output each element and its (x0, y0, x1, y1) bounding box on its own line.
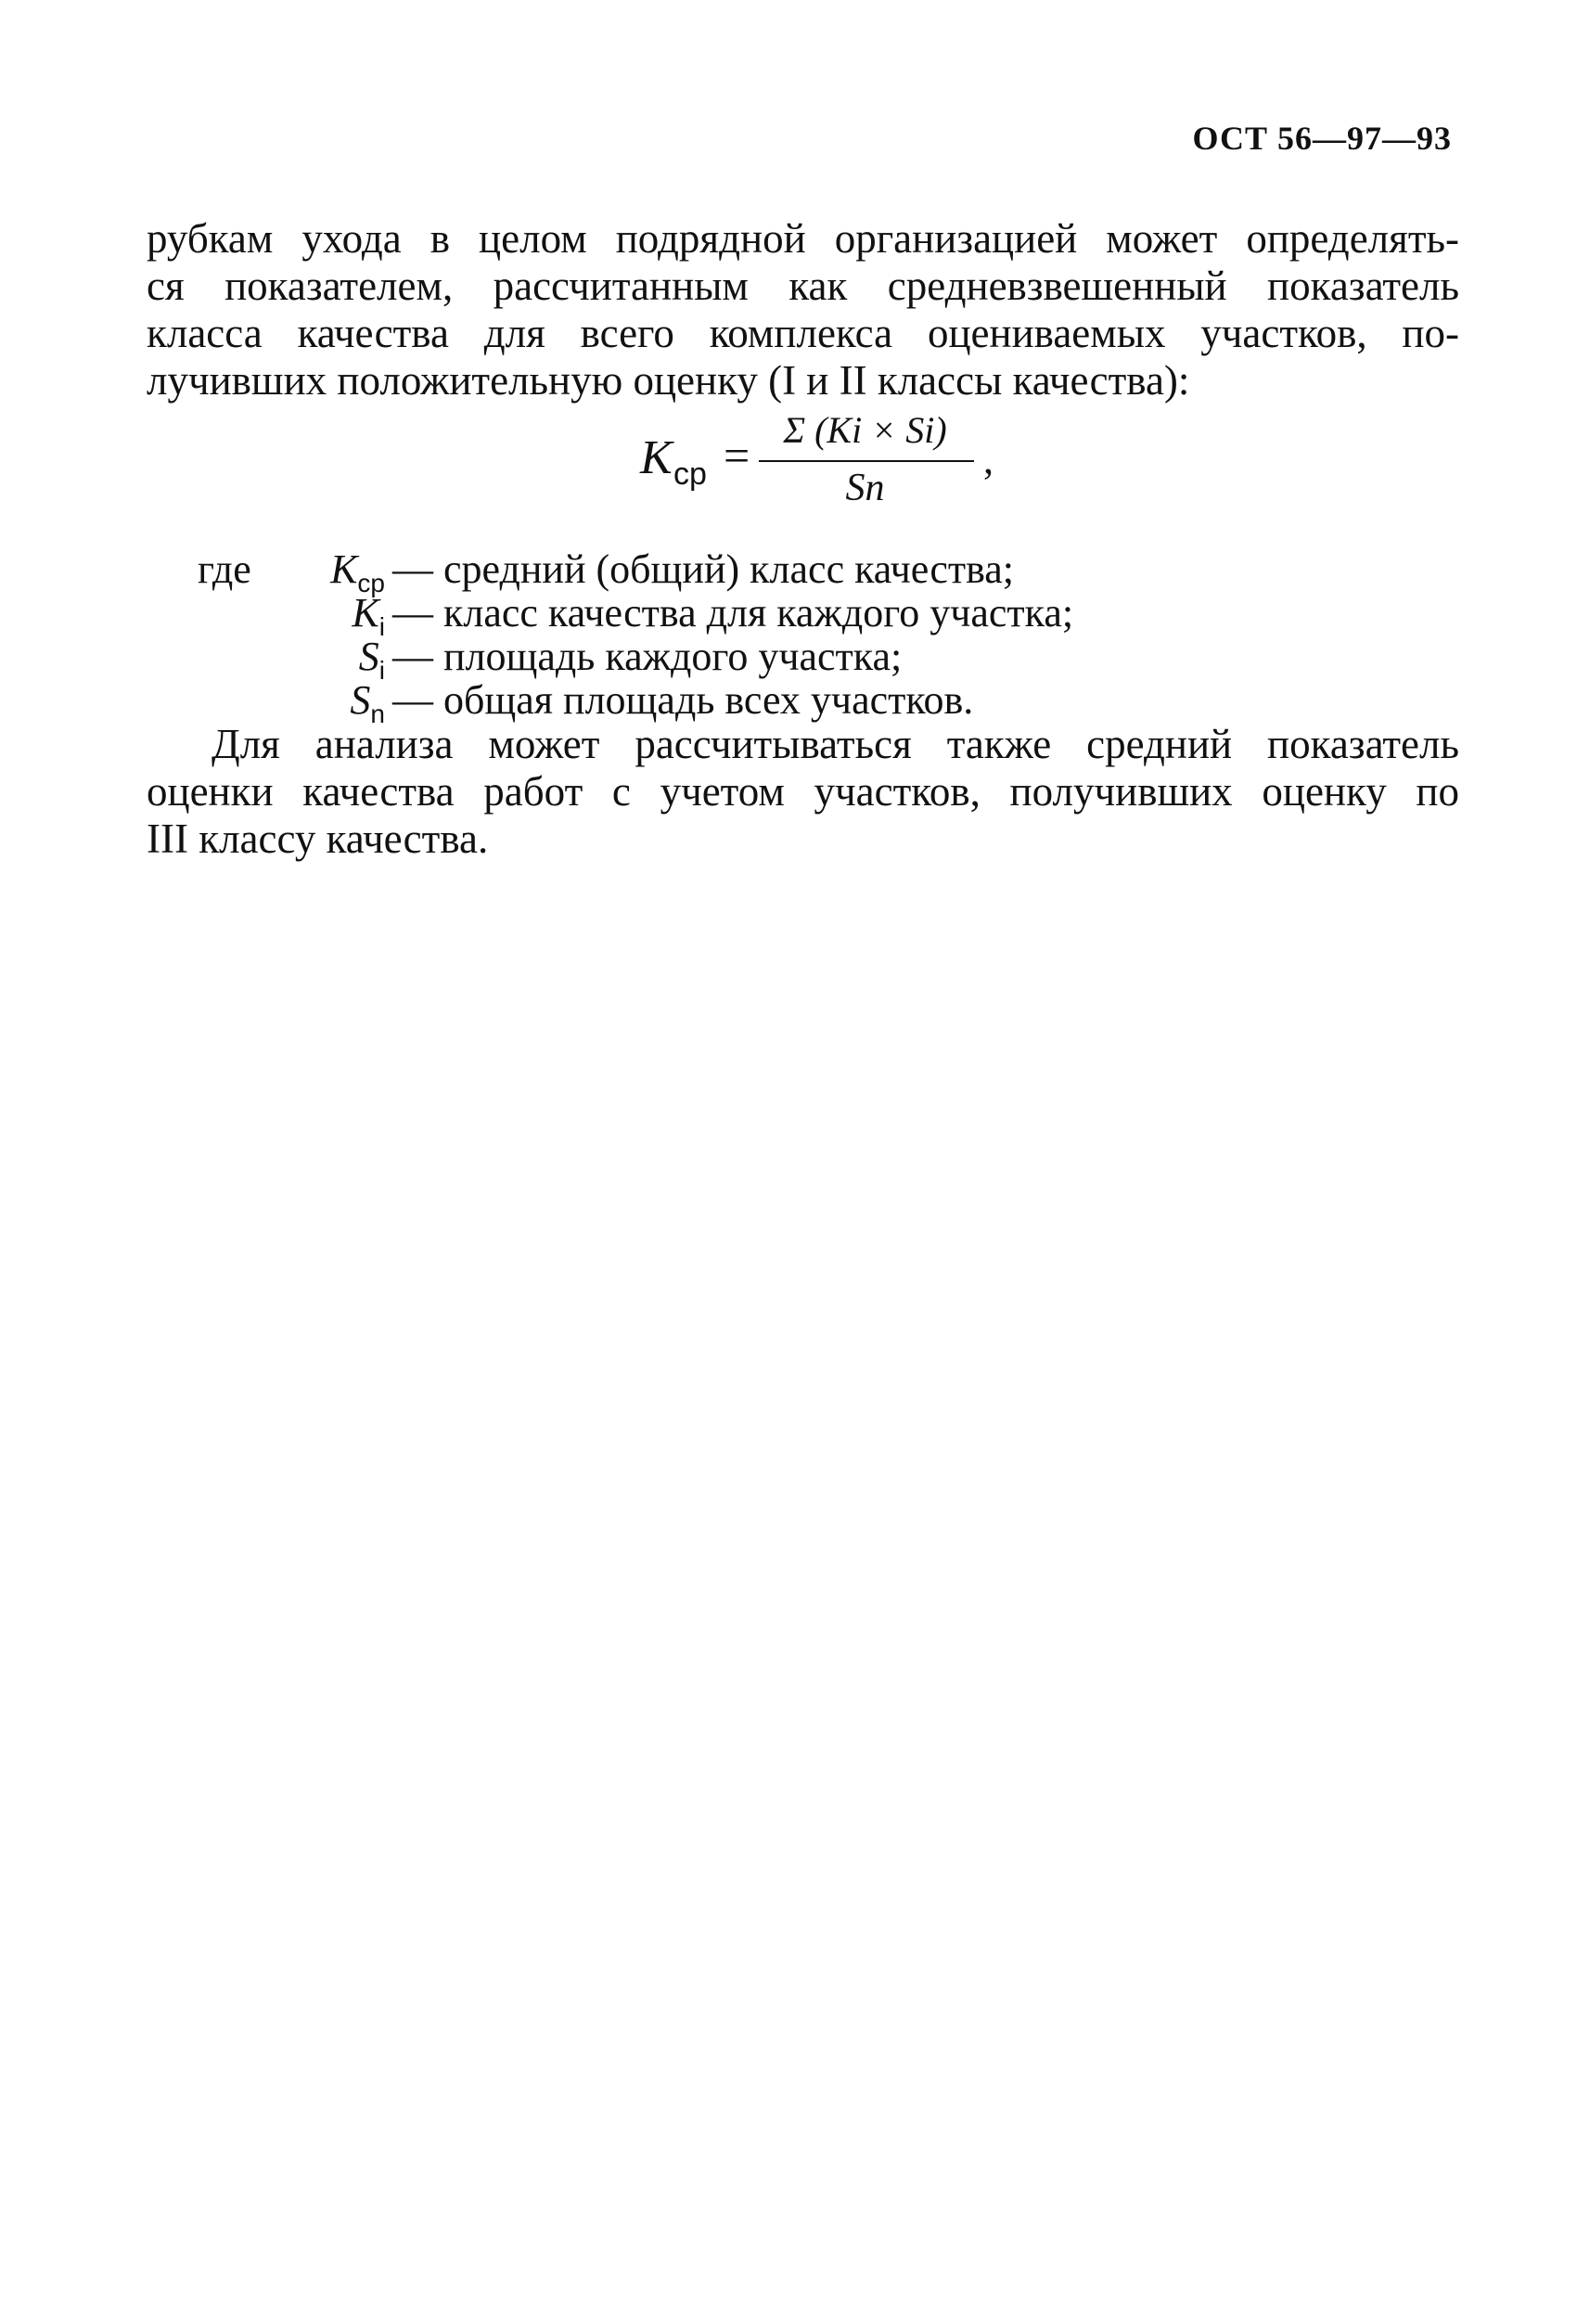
formula-lhs-subscript: ср (673, 456, 707, 492)
paragraph-line: Для анализа может рассчитываться также средний показатель (212, 721, 1459, 767)
paragraph-intro (147, 215, 1459, 404)
paragraph-line: лучивших положительную оценку (I и II классы качества): (147, 357, 1190, 404)
paragraph-line: рубкам ухода в целом подрядной организацией может определять- (147, 215, 1459, 262)
paragraph-line: оценки качества работ с учетом участков, получивших оценку по (147, 768, 1459, 815)
definitions-list (198, 546, 1074, 728)
formula-denominator: Sn (845, 467, 885, 509)
definition-symbol: $K_{ср}$ (330, 546, 385, 597)
definition-symbol: $K_i$ (352, 590, 385, 641)
formula-lhs-symbol: K (640, 431, 673, 484)
formula-weighted-average (640, 408, 1030, 529)
definition-item (198, 634, 1073, 685)
definition-text: — общая площадь всех участков. (392, 677, 974, 723)
paragraph-line: ся показателем, рассчитанным как средневзвешенный показатель (147, 263, 1459, 309)
definition-item (198, 546, 1073, 597)
formula-comma: , (983, 437, 994, 482)
definition-item (198, 677, 1073, 728)
definition-text: — класс качества для каждого участка; (392, 590, 1074, 636)
formula-fraction-bar (759, 460, 974, 462)
formula-numerator: Σ (Ki × Si) (783, 409, 947, 451)
paragraph-analysis (147, 721, 1459, 863)
formula-equals: = (724, 430, 750, 481)
document-code: ОСТ 56—97—93 (1192, 120, 1452, 157)
definition-item (198, 590, 1074, 641)
definitions-lead: где (198, 546, 251, 592)
definition-symbol: $S_n$ (350, 677, 385, 728)
definition-text: — средний (общий) класс качества; (392, 546, 1015, 592)
definition-text: — площадь каждого участка; (392, 634, 903, 679)
paragraph-line: класса качества для всего комплекса оцениваемых участков, по- (147, 310, 1459, 356)
definition-symbol: $S_i$ (358, 634, 385, 685)
paragraph-line: III классу качества. (147, 815, 489, 862)
